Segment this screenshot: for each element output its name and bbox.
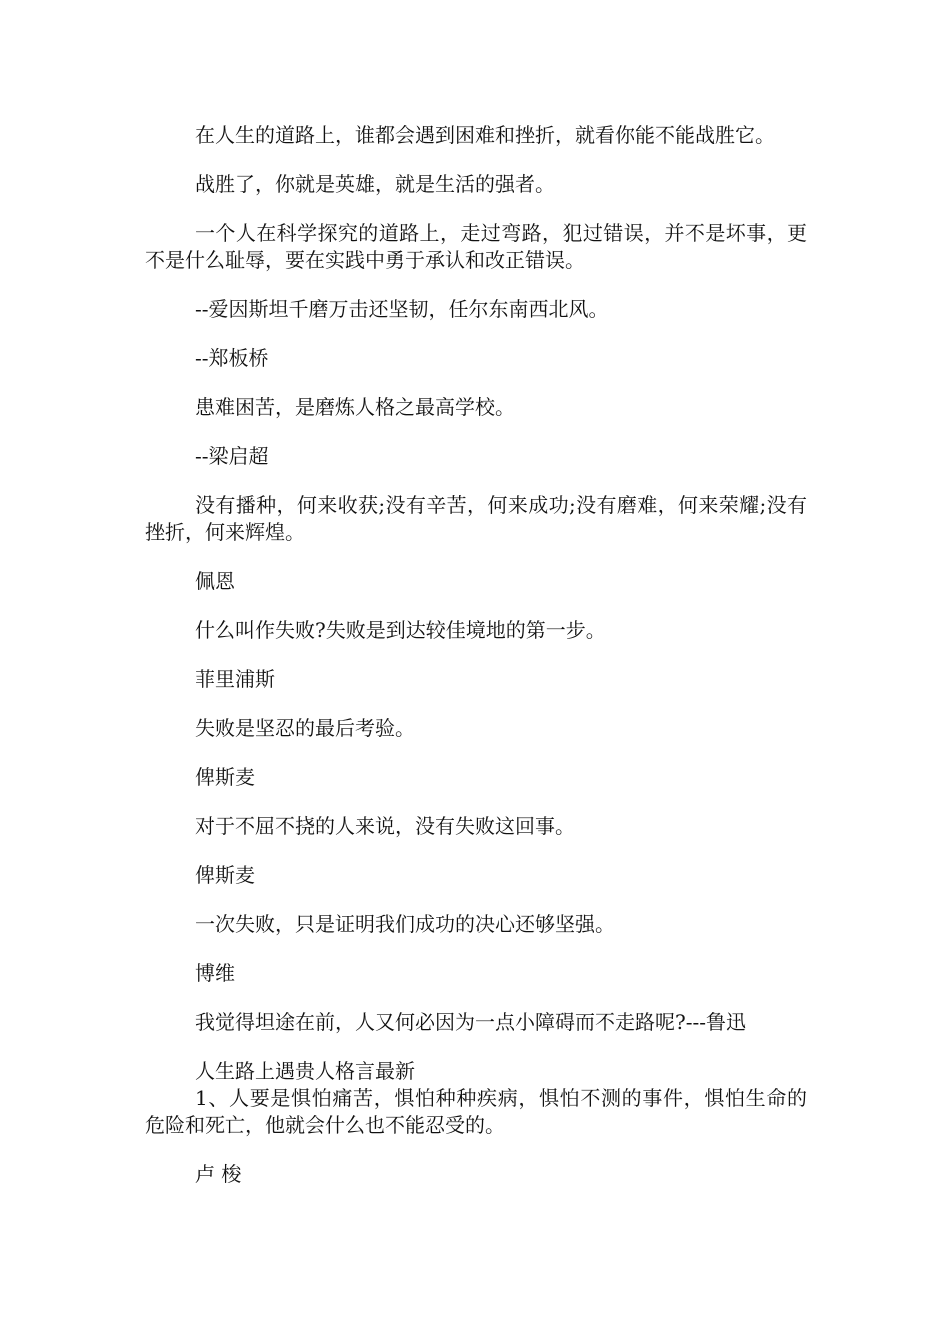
paragraph: 失败是坚忍的最后考验。 <box>195 716 415 740</box>
section-heading: 人生路上遇贵人格言最新 <box>195 1059 415 1083</box>
paragraph: 一次失败，只是证明我们成功的决心还够坚强。 <box>195 912 615 936</box>
quote-attribution: 俾斯麦 <box>195 863 255 887</box>
document-body <box>145 122 807 1210</box>
paragraph: 患难困苦，是磨炼人格之最高学校。 <box>195 395 515 419</box>
quote-attribution: --爱因斯坦千磨万击还坚韧，任尔东南西北风。 <box>195 297 609 321</box>
paragraph: 什么叫作失败?失败是到达较佳境地的第一步。 <box>195 618 606 642</box>
quote-attribution: 卢 梭 <box>195 1162 242 1186</box>
quote-attribution: 佩恩 <box>195 569 235 593</box>
paragraph: 没有播种，何来收获;没有辛苦，何来成功;没有磨难，何来荣耀;没有挫折，何来辉煌。 <box>145 493 807 544</box>
paragraph: 战胜了，你就是英雄，就是生活的强者。 <box>195 172 555 196</box>
paragraph: 我觉得坦途在前，人又何必因为一点小障碍而不走路呢?---鲁迅 <box>195 1010 746 1034</box>
quote-attribution: --郑板桥 <box>195 346 269 370</box>
paragraph: 1、人要是惧怕痛苦，惧怕种种疾病，惧怕不测的事件，惧怕生命的危险和死亡，他就会什么也不能忍受的。 <box>145 1086 807 1137</box>
quote-attribution: 俾斯麦 <box>195 765 255 789</box>
paragraph: 一个人在科学探究的道路上，走过弯路，犯过错误，并不是坏事，更不是什么耻辱，要在实践中勇于承认和改正错误。 <box>145 221 807 272</box>
quote-attribution: --梁启超 <box>195 444 269 468</box>
quote-attribution: 博维 <box>195 961 235 985</box>
quote-attribution: 菲里浦斯 <box>195 667 275 691</box>
paragraph: 在人生的道路上，谁都会遇到困难和挫折，就看你能不能战胜它。 <box>195 123 775 147</box>
paragraph: 对于不屈不挠的人来说，没有失败这回事。 <box>195 814 575 838</box>
